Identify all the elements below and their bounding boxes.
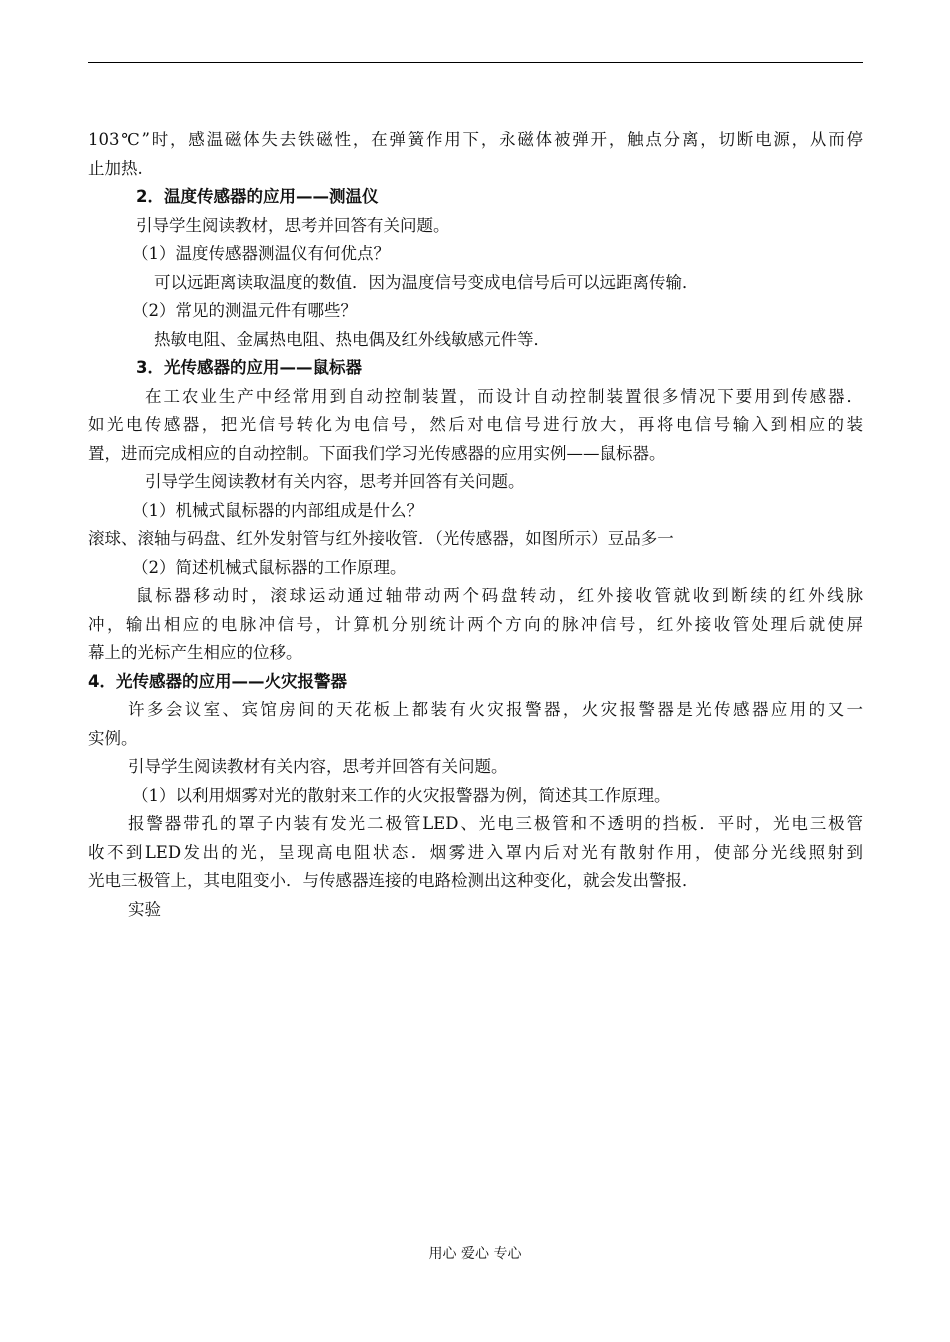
paragraph-line: 鼠标器移动时，滚球运动通过轴带动两个码盘转动，红外接收管就收到断续的红外线脉 <box>136 586 863 605</box>
paragraph-line: 热敏电阻、金属热电阻、热电偶及红外线敏感元件等． <box>154 329 550 349</box>
paragraph-line: 许多会议室、宾馆房间的天花板上都装有火灾报警器，火灾报警器是光传感器应用的又一 <box>128 700 863 719</box>
paragraph-line: 实验 <box>128 899 161 919</box>
paragraph-line: 收不到LED发出的光，呈现高电阻状态．烟雾进入罩内后对光有散射作用，使部分光线照射到 <box>88 842 863 862</box>
paragraph-line: 如光电传感器，把光信号转化为电信号，然后对电信号进行放大，再将电信号输入到相应的装 <box>88 415 863 434</box>
paragraph-line: 引导学生阅读教材有关内容，思考并回答有关问题。 <box>145 472 525 491</box>
page-footer: 用心 爱心 专心 <box>428 1246 522 1262</box>
paragraph-line: 可以远距离读取温度的数值．因为温度信号变成电信号后可以远距离传输． <box>154 272 699 292</box>
paragraph-line: 滚球、滚轴与码盘、红外发射管与红外接收管．（光传感器，如图所示）豆品多一 <box>88 529 674 548</box>
paragraph-line: 幕上的光标产生相应的位移。 <box>88 643 303 662</box>
paragraph-line: 止加热. <box>88 158 143 178</box>
paragraph-line: 置，进而完成相应的自动控制。下面我们学习光传感器的应用实例——鼠标器。 <box>88 443 666 463</box>
header-rule <box>88 62 863 63</box>
document-body <box>88 126 863 924</box>
paragraph-line: （1）机械式鼠标器的内部组成是什么？ <box>132 500 423 520</box>
paragraph-line: 冲，输出相应的电脉冲信号，计算机分别统计两个方向的脉冲信号，红外接收管处理后就使屏 <box>88 614 863 634</box>
paragraph-line: 引导学生阅读教材有关内容，思考并回答有关问题。 <box>128 757 508 776</box>
section-heading: 4．光传感器的应用——火灾报警器 <box>88 671 347 691</box>
paragraph-line: 引导学生阅读教材，思考并回答有关问题。 <box>136 215 450 235</box>
paragraph-line: 在工农业生产中经常用到自动控制装置，而设计自动控制装置很多情况下要用到传感器． <box>145 386 863 406</box>
paragraph-line: （1）温度传感器测温仪有何优点？ <box>132 244 390 263</box>
section-heading: 2．温度传感器的应用——测温仪 <box>136 187 379 206</box>
paragraph-line: 103℃”时，感温磁体失去铁磁性，在弹簧作用下，永磁体被弹开，触点分离，切断电源，从而停 <box>88 130 863 149</box>
paragraph-line: 光电三极管上，其电阻变小．与传感器连接的电路检测出这种变化，就会发出警报． <box>88 871 699 890</box>
paragraph-line: （1）以利用烟雾对光的散射来工作的火灾报警器为例，简述其工作原理。 <box>132 785 671 805</box>
paragraph-line: 报警器带孔的罩子内装有发光二极管LED、光电三极管和不透明的挡板．平时，光电三极管 <box>128 814 863 833</box>
section-heading: 3．光传感器的应用——鼠标器 <box>136 358 362 377</box>
paragraph-line: 实例。 <box>88 728 138 748</box>
paragraph-line: （2）简述机械式鼠标器的工作原理。 <box>132 557 407 577</box>
paragraph-line: （2）常见的测温元件有哪些？ <box>132 301 357 320</box>
